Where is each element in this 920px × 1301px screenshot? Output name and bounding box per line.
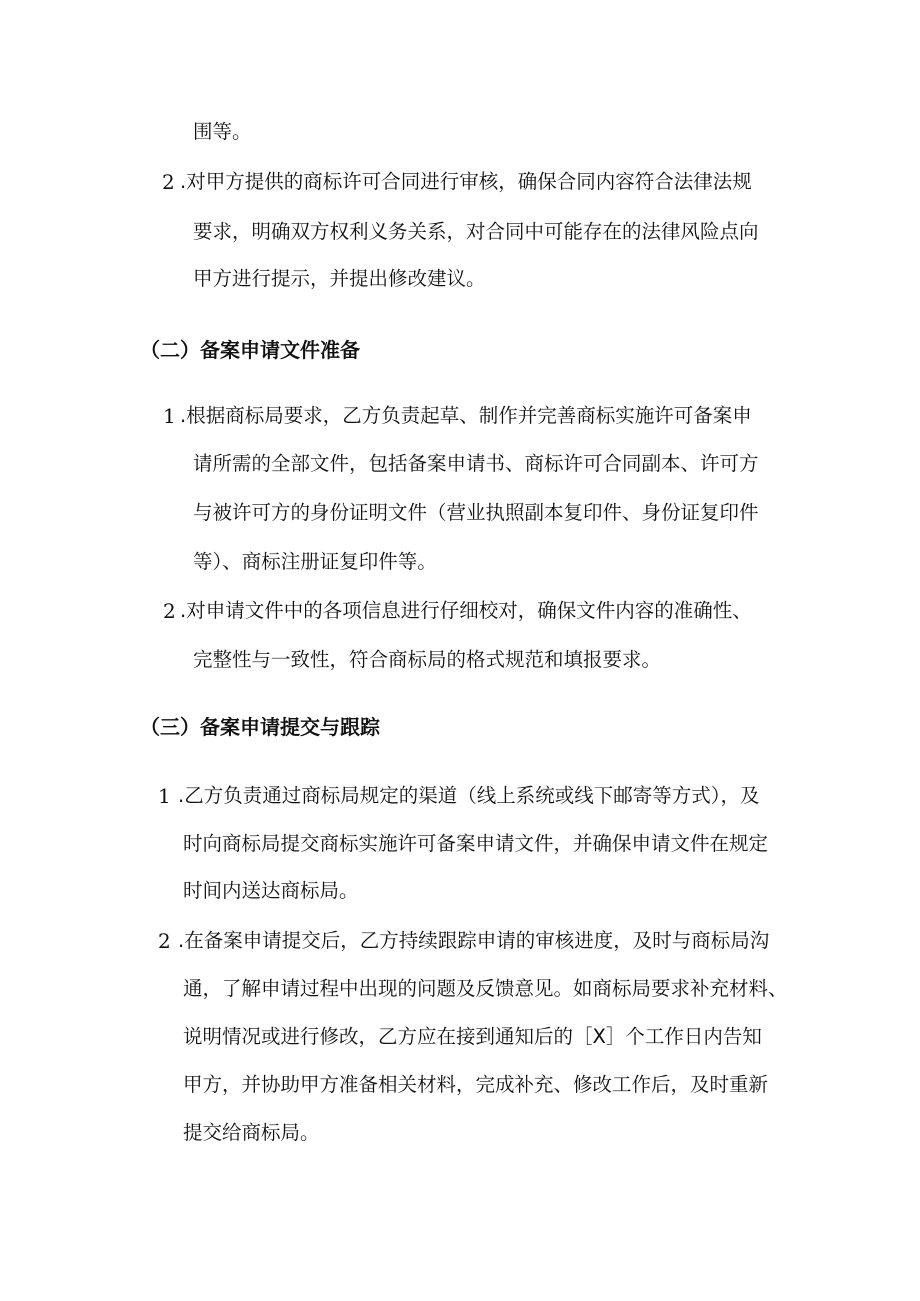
paragraph-line: 要求，明确双方权利义务关系，对合同中可能存在的法律风险点向	[193, 220, 759, 243]
paragraph-line: 围等。	[193, 120, 252, 143]
list-item-number: 1	[163, 404, 176, 428]
paragraph-line: 完整性与一致性，符合商标局的格式规范和填报要求。	[193, 648, 662, 671]
paragraph-line: 提交给商标局。	[183, 1121, 320, 1144]
paragraph-line: 说明情况或进行修改，乙方应在接到通知后的［X］个工作日内告知	[183, 1025, 762, 1048]
section-heading: （三）备案申请提交与跟踪	[140, 715, 380, 739]
paragraph-line: 甲方进行提示，并提出修改建议。	[193, 267, 486, 290]
paragraph-line: 等）、商标注册证复印件等。	[193, 550, 437, 573]
list-item-number: 1	[158, 784, 171, 808]
list-item-number: 2	[162, 170, 175, 194]
section-heading: （二）备案申请文件准备	[140, 338, 360, 362]
paragraph-line: .根据商标局要求，乙方负责起草、制作并完善商标实施许可备案申	[180, 404, 752, 427]
paragraph-line: .乙方负责通过商标局规定的渠道（线上系统或线下邮寄等方式），及	[178, 784, 760, 807]
paragraph-line: 时间内送达商标局。	[183, 879, 359, 902]
list-item-number: 2	[163, 599, 176, 623]
paragraph-line: 甲方，并协助甲方准备相关材料，完成补充、修改工作后，及时重新	[183, 1073, 769, 1096]
paragraph-line: .对申请文件中的各项信息进行仔细校对，确保文件内容的准确性、	[180, 599, 752, 622]
paragraph-line: .在备案申请提交后，乙方持续跟踪申请的审核进度，及时与商标局沟	[178, 929, 770, 952]
paragraph-line: .对甲方提供的商标许可合同进行审核，确保合同内容符合法律法规	[180, 170, 752, 193]
paragraph-line: 时向商标局提交商标实施许可备案申请文件，并确保申请文件在规定	[183, 832, 769, 855]
paragraph-line: 请所需的全部文件，包括备案申请书、商标许可合同副本、许可方	[193, 452, 759, 475]
paragraph-line: 与被许可方的身份证明文件（营业执照副本复印件、身份证复印件	[193, 501, 759, 524]
list-item-number: 2	[158, 929, 171, 953]
paragraph-line: 通，了解申请过程中出现的问题及反馈意见。如商标局要求补充材料、	[183, 977, 788, 1000]
